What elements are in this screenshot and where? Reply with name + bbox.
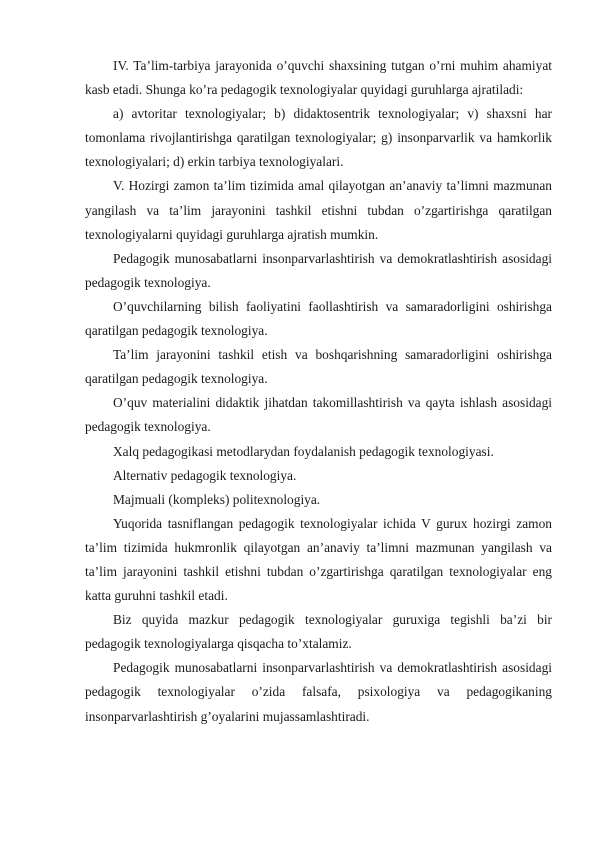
list-item: Xalq pedagogikasi metodlarydan foydalanish pedagogik texnologiyasi. (113, 443, 494, 459)
list-item: O’quvchilarning bilish faoliyatini faollashtirish va samaradorligini oshirishga qaratilgan pedagogik texnologiya. (85, 298, 552, 339)
paragraph-iv: IV. Ta’lim-tarbiya jarayonida o’quvchi shaxsining tutgan o’rni muhim ahamiyat kasb etadi. Shunga ko’ra pedagogik texnologiyalar quyidagi guruhlarga ajratiladi: (85, 58, 552, 98)
document-body (85, 54, 552, 729)
paragraph-final: Pedagogik munosabatlarni insonparvarlashtirish va demokratlashtirish asosidagi pedagogik texnologiyalar o’zida falsafa, psixologiya va pedagogikaning insonparvarlashtirish g’oyalarini mujassamlashtiradi. (85, 660, 552, 724)
list-item: Pedagogik munosabatlarni insonparvarlashtirish va demokratlashtirish asosidagi pedagogik texnologiya. (85, 250, 552, 290)
list-item: Ta’lim jarayonini tashkil etish va boshqarishning samaradorligini oshirishga qaratilgan pedagogik texnologiya. (85, 347, 552, 387)
paragraph-summary: Yuqorida tasniflangan pedagogik texnologiyalar ichida V gurux hozirgi zamon ta’lim tizimida hukmronlik qilayotgan an’anaviy ta’limni mazmunan yangilash va ta’lim jarayonini tashkil etishni tubdan o’zgartirishga qaratilgan texnologiyalar eng katta guruhni tashkil etadi. (85, 515, 552, 604)
paragraph-iv-list: a) avtoritar texnologiyalar; b) didaktosentrik texnologiyalar; v) shaxsni har tomonlama rivojlantirishga qaratilgan texnologiyalar; g) insonparvarlik va hamkorlik texnologiyalari; d) erkin tarbiya texnologiyalari. (85, 106, 552, 170)
list-item: Majmuali (kompleks) politexnologiya. (113, 491, 321, 507)
paragraph-intro: Biz quyida mazkur pedagogik texnologiyalar guruxiga tegishli ba’zi bir pedagogik texnologiyalarga qisqacha to’xtalamiz. (85, 612, 552, 652)
paragraph-v: V. Hozirgi zamon ta’lim tizimida amal qilayotgan an’anaviy ta’limni mazmunan yangilash va ta’lim jarayonini tashkil etishni tubdan o’zgartirishga qaratilgan texnologiyalarni quyidagi guruhlarga ajratish mumkin. (85, 178, 552, 242)
list-item: Alternativ pedagogik texnologiya. (113, 467, 297, 483)
list-item: O’quv materialini didaktik jihatdan takomillashtirish va qayta ishlash asosidagi pedagogik texnologiya. (85, 395, 552, 435)
